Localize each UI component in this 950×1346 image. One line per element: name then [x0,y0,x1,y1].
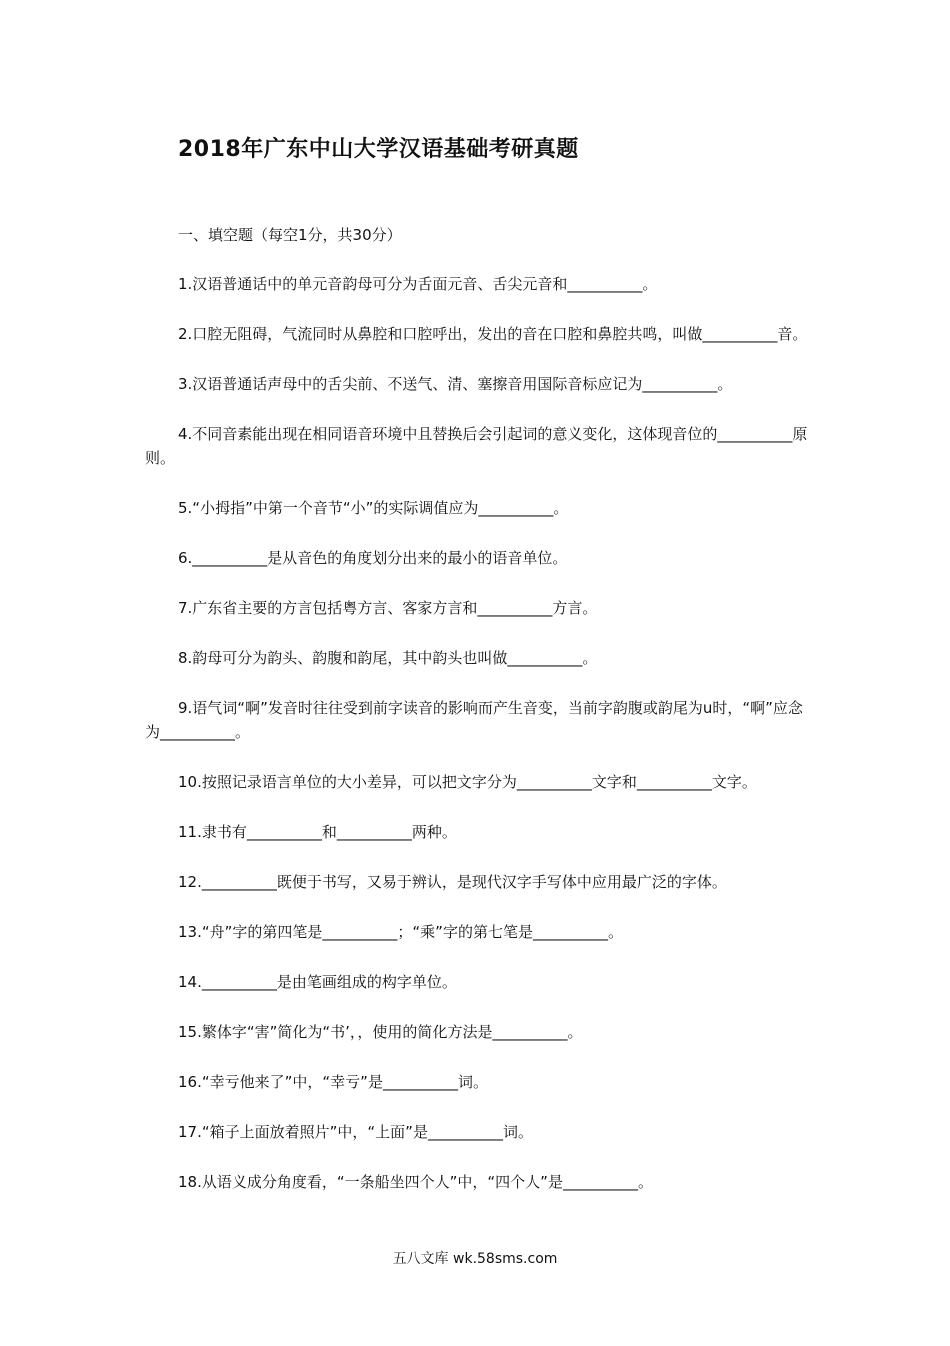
question-2: 2.口腔无阻碍，气流同时从鼻腔和口腔呼出，发出的音在口腔和鼻腔共鸣，叫做__________音。 [178,325,808,343]
question-10: 10.按照记录语言单位的大小差异，可以把文字分为__________文字和__________文字。 [178,773,757,791]
question-12: 12.__________既便于书写，又易于辨认，是现代汉字手写体中应用最广泛的字体。 [178,873,727,891]
question-16: 16.“幸亏他来了”中，“幸亏”是__________词。 [178,1073,488,1091]
page-title: 2018年广东中山大学汉语基础考研真题 [178,137,579,162]
section-heading: 一、填空题（每空1分，共30分） [178,226,402,244]
question-6: 6.__________是从音色的角度划分出来的最小的语音单位。 [178,549,568,567]
document-body [145,222,817,1220]
question-3: 3.汉语普通话声母中的舌尖前、不送气、清、塞擦音用国际音标应记为__________。 [178,375,733,393]
question-18: 18.从语义成分角度看，“一条船坐四个人”中，“四个人”是__________。 [178,1173,653,1191]
question-15: 15.繁体字“害”简化为“书’，，使用的简化方法是__________。 [178,1023,583,1041]
question-1: 1.汉语普通话中的单元音韵母可分为舌面元音、舌尖元音和__________。 [178,275,658,293]
question-14: 14.__________是由笔画组成的构字单位。 [178,973,457,991]
question-5: 5.“小拇指”中第一个音节“小”的实际调值应为__________。 [178,499,569,517]
footer-watermark: 五八文库 wk.58sms.com [392,1251,558,1267]
question-17: 17.“箱子上面放着照片”中，“上面”是__________词。 [178,1123,533,1141]
question-4: 4.不同音素能出现在相同语音环境中且替换后会引起词的意义变化，这体现音位的__________原则。 [145,425,808,467]
question-9: 9.语气词“啊”发音时往往受到前字读音的影响而产生音变，当前字韵腹或韵尾为u时，“啊”应念为__________。 [145,699,803,741]
question-7: 7.广东省主要的方言包括粤方言、客家方言和__________方言。 [178,599,598,617]
question-8: 8.韵母可分为韵头、韵腹和韵尾，其中韵头也叫做__________。 [178,649,598,667]
question-13: 13.“舟”字的第四笔是__________；“乘”字的第七笔是__________。 [178,923,623,941]
question-11: 11.隶书有__________和__________两种。 [178,823,457,841]
